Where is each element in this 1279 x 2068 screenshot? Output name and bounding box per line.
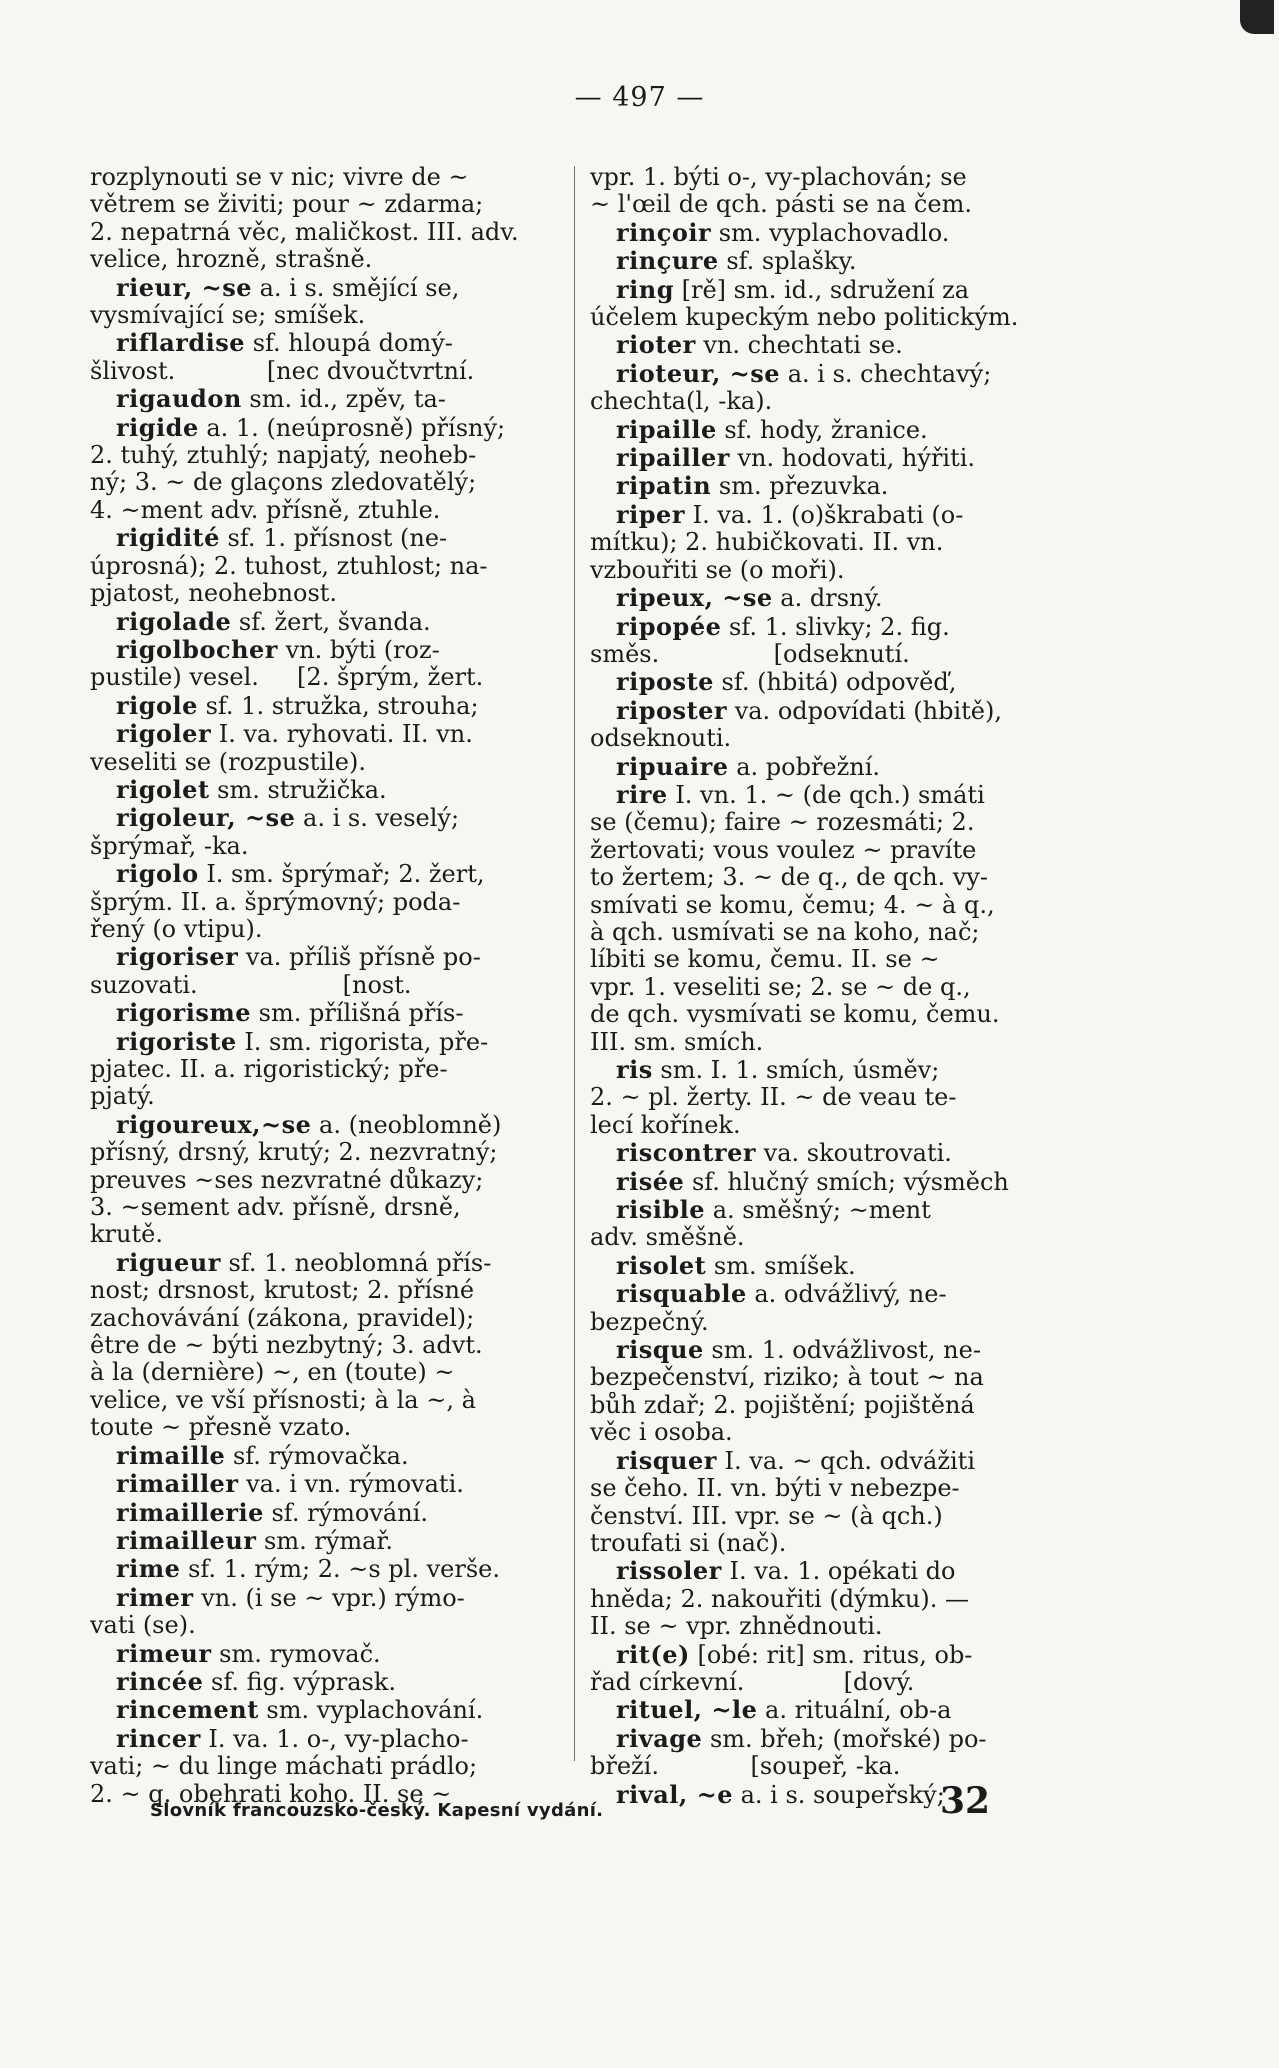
- entry-text: 2. ~ pl. žerty. II. ~ de veau te-: [590, 1084, 957, 1112]
- entry-text: žertovati; vous voulez ~ pravíte: [590, 836, 977, 864]
- entry-headword: rit(e): [616, 1640, 690, 1669]
- dictionary-line: [590, 1168, 1045, 1196]
- dictionary-line: [590, 1029, 1045, 1056]
- entry-headword: rioter: [616, 331, 696, 360]
- entry-text: veseliti se (rozpustile).: [90, 748, 366, 776]
- entry-headword: rigoleur, ~se: [116, 804, 296, 833]
- dictionary-line: [90, 274, 545, 302]
- dictionary-line: [590, 1419, 1045, 1446]
- dictionary-line: [590, 1001, 1045, 1028]
- entry-text: sm. id., zpěv, ta-: [241, 385, 446, 414]
- entry-headword: rigueur: [116, 1248, 221, 1277]
- dictionary-line: [590, 1364, 1045, 1391]
- entry-text: účelem kupeckým nebo politickým.: [590, 304, 1019, 332]
- dictionary-line: [590, 725, 1045, 752]
- entry-text: a. i s. chechtavý;: [780, 359, 992, 388]
- entry-text: a. rituální, ob-a: [757, 1696, 952, 1725]
- entry-headword: rigaudon: [116, 385, 242, 414]
- entry-headword: rissoler: [616, 1557, 722, 1586]
- entry-text: sf. 1. rým; 2. ~s pl. verše.: [180, 1555, 500, 1584]
- entry-text: a. pobřežní.: [728, 752, 881, 781]
- entry-text: pjatý.: [90, 1083, 155, 1111]
- dictionary-line: [590, 1280, 1045, 1308]
- dictionary-line: [590, 584, 1045, 612]
- entry-text: sf. žert, švanda.: [231, 607, 431, 636]
- dictionary-line: [90, 414, 545, 442]
- dictionary-line: [590, 753, 1045, 781]
- dictionary-line: [90, 524, 545, 552]
- dictionary-line: [590, 304, 1045, 331]
- entry-headword: riposte: [616, 668, 714, 697]
- entry-headword: riposter: [616, 696, 728, 725]
- entry-text: sf. (hbitá) odpověď,: [713, 668, 957, 697]
- entry-headword: risible: [616, 1196, 706, 1225]
- dictionary-line: [90, 1584, 545, 1612]
- entry-text: pjatec. II. a. rigoristický; pře-: [90, 1056, 448, 1083]
- entry-text: sm. přílišná přís-: [251, 999, 464, 1028]
- entry-headword: rigoureux,~se: [116, 1110, 312, 1139]
- entry-text: I. va. 1. opékati do: [721, 1557, 956, 1586]
- entry-text: sf. hloupá domý-: [245, 329, 453, 358]
- dictionary-line: [590, 946, 1045, 973]
- dictionary-line: [590, 529, 1045, 556]
- dictionary-line: [90, 608, 545, 636]
- entry-text: 2. nepatrná věc, maličkost. III. adv.: [90, 218, 519, 246]
- entry-text: I. va. 1. (o)škrabati (o-: [684, 500, 964, 529]
- entry-text: a. 1. (neúprosně) přísný;: [198, 413, 506, 442]
- dictionary-line: [90, 385, 545, 413]
- entry-text: vn. býti (roz-: [277, 635, 440, 664]
- entry-headword: risque: [616, 1336, 704, 1365]
- entry-text: ný; 3. ~ de glaçons zledovatělý;: [90, 469, 477, 497]
- entry-text: vzbouřiti se (o moři).: [590, 556, 845, 584]
- entry-headword: rigoler: [116, 720, 212, 749]
- entry-text: úprosná); 2. tuhost, ztuhlost; na-: [90, 552, 488, 580]
- dictionary-line: [90, 1359, 545, 1386]
- entry-headword: ripopée: [616, 612, 722, 641]
- entry-text: 2. ~ q. obehrati koho. II. se ~: [90, 1780, 452, 1808]
- entry-text: sm. rýmař.: [256, 1526, 393, 1555]
- dictionary-line: [590, 1669, 1045, 1696]
- entry-headword: ris: [616, 1056, 653, 1084]
- page-corner-mark: [1240, 0, 1274, 34]
- entry-text: vn. hodovati, hýřiti.: [729, 444, 976, 473]
- entry-text: a. směšný; ~ment: [705, 1196, 931, 1225]
- dictionary-line: [590, 472, 1045, 500]
- dictionary-line: [90, 1139, 545, 1166]
- entry-text: sf. 1. neoblomná přís-: [220, 1248, 492, 1277]
- entry-headword: ring: [616, 275, 674, 304]
- dictionary-line: [90, 1332, 545, 1359]
- dictionary-line: [90, 1277, 545, 1304]
- dictionary-line: [590, 697, 1045, 725]
- entry-headword: rigide: [116, 413, 199, 442]
- entry-text: sf. splašky.: [718, 247, 857, 276]
- dictionary-line: [590, 1084, 1045, 1111]
- entry-headword: ripatin: [616, 472, 712, 501]
- dictionary-line: [90, 469, 545, 496]
- dictionary-line: [90, 943, 545, 971]
- entry-headword: rigolbocher: [116, 635, 278, 664]
- entry-text: a. i s. veselý;: [295, 804, 460, 833]
- entry-text: sf. hody, žranice.: [716, 415, 928, 444]
- entry-text: à qch. usmívati se na koho, nač;: [590, 918, 980, 946]
- entry-text: va. skoutrovati.: [756, 1139, 952, 1168]
- entry-headword: risquer: [616, 1446, 717, 1475]
- entry-text: čenství. III. vpr. se ~ (à qch.): [590, 1502, 943, 1530]
- entry-headword: ripuaire: [616, 752, 729, 781]
- dictionary-line: [90, 1028, 545, 1056]
- dictionary-line: [90, 1111, 545, 1139]
- entry-text: mítku); 2. hubičkovati. II. vn.: [590, 529, 944, 557]
- entry-text: šprým. II. a. šprýmovný; poda-: [90, 888, 461, 916]
- dictionary-line: [590, 1503, 1045, 1530]
- entry-text: vpr. 1. veseliti se; 2. se ~ de q.,: [590, 973, 971, 1001]
- entry-headword: rimaillerie: [116, 1498, 264, 1527]
- entry-headword: rincée: [116, 1667, 204, 1696]
- entry-text: směs. [odseknutí.: [590, 640, 910, 668]
- dictionary-line: [590, 416, 1045, 444]
- entry-text: sm. vyplachování.: [258, 1696, 484, 1725]
- entry-headword: rioteur, ~se: [616, 359, 781, 388]
- dictionary-line: [590, 1139, 1045, 1167]
- dictionary-line: [90, 1387, 545, 1414]
- entry-text: ~ l'œil de qch. pásti se na čem.: [590, 191, 972, 219]
- dictionary-line: [590, 1336, 1045, 1364]
- entry-text: sm. břeh; (mořské) po-: [702, 1724, 987, 1753]
- entry-text: řený (o vtipu).: [90, 915, 263, 943]
- entry-text: se čeho. II. vn. býti v nebezpe-: [590, 1475, 960, 1503]
- entry-text: 3. ~sement adv. přísně, drsně,: [90, 1194, 461, 1222]
- dictionary-line: [90, 664, 545, 691]
- entry-headword: rincer: [116, 1724, 201, 1753]
- dictionary-line: [90, 749, 545, 776]
- entry-text: de qch. vysmívati se komu, čemu.: [590, 1001, 1000, 1029]
- dictionary-line: [590, 1252, 1045, 1280]
- entry-text: sm. stružička.: [209, 775, 387, 804]
- entry-headword: ripailler: [616, 444, 730, 473]
- dictionary-line: [590, 837, 1045, 864]
- entry-text: 4. ~ment adv. přísně, ztuhle.: [90, 496, 441, 524]
- right-column: [590, 164, 1045, 1809]
- page-number: — 497 —: [574, 82, 705, 113]
- entry-headword: risolet: [616, 1251, 707, 1280]
- dictionary-line: [90, 1696, 545, 1724]
- dictionary-line: [90, 833, 545, 860]
- entry-text: vati (se).: [90, 1612, 196, 1640]
- entry-text: sf. 1. stružka, strouha;: [197, 691, 479, 720]
- dictionary-line: [90, 692, 545, 720]
- dictionary-line: [590, 809, 1045, 836]
- entry-text: vysmívající se; smíšek.: [90, 302, 366, 330]
- dictionary-line: [90, 916, 545, 943]
- entry-text: velice, ve vší přísnosti; à la ~, à: [90, 1386, 476, 1414]
- entry-headword: rinçoir: [616, 218, 712, 247]
- entry-headword: rituel, ~le: [616, 1696, 758, 1725]
- entry-text: pjatost, neohebnost.: [90, 580, 338, 608]
- dictionary-line: [90, 860, 545, 888]
- entry-text: vpr. 1. býti o-, vy-plachován; se: [590, 164, 967, 191]
- dictionary-line: [90, 636, 545, 664]
- dictionary-line: [90, 358, 545, 385]
- dictionary-line: [590, 1475, 1045, 1502]
- dictionary-line: [90, 1527, 545, 1555]
- entry-text: věc i osoba.: [590, 1419, 733, 1447]
- dictionary-line: [90, 1668, 545, 1696]
- dictionary-line: [90, 1221, 545, 1248]
- entry-text: [obé: rit] sm. ritus, ob-: [689, 1640, 973, 1669]
- entry-text: břeží. [soupeř, -ka.: [590, 1753, 901, 1781]
- dictionary-line: [590, 1753, 1045, 1780]
- entry-text: pustile) vesel. [2. šprým, žert.: [90, 664, 484, 692]
- entry-text: sm. přezuvka.: [711, 472, 889, 501]
- dictionary-line: [90, 1249, 545, 1277]
- dictionary-line: [90, 497, 545, 524]
- entry-text: a. drsný.: [772, 584, 883, 613]
- dictionary-line: [90, 1640, 545, 1668]
- dictionary-line: [90, 889, 545, 916]
- entry-headword: rigoriser: [116, 943, 239, 972]
- entry-text: lecí kořínek.: [590, 1111, 741, 1139]
- entry-headword: rimaille: [116, 1441, 226, 1470]
- entry-headword: rimailler: [116, 1470, 239, 1499]
- entry-headword: rigidité: [116, 524, 220, 553]
- entry-text: sf. 1. slivky; 2. fig.: [721, 612, 950, 641]
- entry-text: a. (neoblomně): [311, 1110, 502, 1139]
- entry-headword: rire: [616, 780, 668, 809]
- entry-text: rozplynouti se v nic; vivre de ~: [90, 164, 469, 191]
- entry-text: sm. 1. odvážlivost, ne-: [703, 1336, 981, 1365]
- dictionary-line: [90, 1442, 545, 1470]
- entry-text: velice, hrozně, strašně.: [90, 246, 373, 274]
- dictionary-line: [590, 1196, 1045, 1224]
- dictionary-line: [90, 1083, 545, 1110]
- entry-text: toute ~ přesně vzato.: [90, 1414, 352, 1442]
- dictionary-line: [90, 219, 545, 246]
- entry-text: nost; drsnost, krutost; 2. přísné: [90, 1277, 475, 1305]
- entry-text: smívati se komu, čemu; 4. ~ à q.,: [590, 891, 995, 919]
- entry-text: vati; ~ du linge máchati prádlo;: [90, 1753, 478, 1781]
- dictionary-line: [590, 1586, 1045, 1613]
- entry-text: vn. (i se ~ vpr.) rýmo-: [193, 1583, 465, 1612]
- dictionary-line: [90, 1194, 545, 1221]
- entry-text: I. vn. 1. ~ (de qch.) smáti: [667, 780, 985, 809]
- dictionary-line: [90, 1305, 545, 1332]
- dictionary-line: [590, 219, 1045, 247]
- entry-text: zachovávání (zákona, pravidel);: [90, 1304, 475, 1332]
- entry-headword: risée: [616, 1167, 685, 1196]
- left-column: [90, 164, 545, 1808]
- signature-number: 32: [940, 1780, 991, 1822]
- dictionary-line: [590, 1613, 1045, 1640]
- entry-text: sm. I. 1. smích, úsměv;: [652, 1056, 940, 1084]
- dictionary-line: [90, 972, 545, 999]
- entry-headword: rivage: [616, 1724, 703, 1753]
- entry-text: větrem se živiti; pour ~ zdarma;: [90, 191, 484, 219]
- dictionary-line: [590, 444, 1045, 472]
- dictionary-line: [90, 1167, 545, 1194]
- dictionary-line: [590, 892, 1045, 919]
- entry-text: 2. tuhý, ztuhlý; napjatý, neoheb-: [90, 442, 477, 470]
- footer-title: Slovník francouzsko-český. Kapesní vydání.: [150, 1800, 604, 1821]
- column-divider: [574, 166, 575, 1761]
- dictionary-line: [90, 720, 545, 748]
- entry-text: šprýmař, -ka.: [90, 832, 249, 860]
- entry-headword: risquable: [616, 1280, 747, 1309]
- entry-headword: rigoriste: [116, 1027, 237, 1056]
- dictionary-line: [90, 302, 545, 329]
- dictionary-line: [590, 360, 1045, 388]
- entry-text: sm. smíšek.: [706, 1251, 856, 1280]
- dictionary-line: [590, 974, 1045, 1001]
- entry-headword: rival, ~e: [616, 1780, 733, 1809]
- dictionary-line: [590, 388, 1045, 415]
- entry-text: I. va. ryhovati. II. vn.: [211, 720, 473, 749]
- dictionary-line: [90, 246, 545, 273]
- entry-headword: rinçure: [616, 247, 719, 276]
- dictionary-line: [90, 1612, 545, 1639]
- entry-headword: rimeur: [116, 1639, 212, 1668]
- entry-text: I. va. 1. o-, vy-placho-: [200, 1724, 469, 1753]
- entry-text: sf. hlučný smích; výsměch: [684, 1167, 1009, 1196]
- entry-text: chechta(l, -ka).: [590, 388, 773, 416]
- dictionary-line: [90, 191, 545, 218]
- entry-headword: rigorisme: [116, 999, 251, 1028]
- dictionary-line: [590, 1309, 1045, 1336]
- entry-headword: rigolo: [116, 860, 199, 889]
- dictionary-line: [590, 1112, 1045, 1139]
- entry-text: va. odpovídati (hbitě),: [727, 696, 1002, 725]
- dictionary-line: [90, 442, 545, 469]
- entry-text: I. va. ~ qch. odvážiti: [716, 1446, 975, 1475]
- dictionary-line: [590, 781, 1045, 809]
- dictionary-line: [590, 641, 1045, 668]
- entry-headword: rigolade: [116, 607, 232, 636]
- entry-headword: riper: [616, 500, 685, 529]
- dictionary-line: [590, 1641, 1045, 1669]
- dictionary-line: [90, 804, 545, 832]
- entry-text: III. sm. smích.: [590, 1028, 764, 1056]
- entry-text: bůh zdař; 2. pojištění; pojištěná: [590, 1391, 975, 1419]
- entry-text: sf. rýmovačka.: [225, 1441, 409, 1470]
- dictionary-line: [90, 1753, 545, 1780]
- entry-text: to žertem; 3. ~ de q., de qch. vy-: [590, 864, 989, 892]
- entry-text: a. odvážlivý, ne-: [746, 1280, 947, 1309]
- entry-text: troufati si (nač).: [590, 1529, 787, 1557]
- entry-text: être de ~ býti nezbytný; 3. advt.: [90, 1332, 483, 1360]
- dictionary-line: [590, 276, 1045, 304]
- dictionary-line: [590, 557, 1045, 584]
- dictionary-line: [590, 864, 1045, 891]
- entry-text: sf. rýmování.: [263, 1498, 428, 1527]
- entry-text: řad církevní. [dový.: [590, 1668, 915, 1696]
- entry-text: odseknouti.: [590, 725, 732, 753]
- entry-text: bezpečenství, riziko; à tout ~ na: [590, 1364, 984, 1392]
- dictionary-line: [590, 1530, 1045, 1557]
- dictionary-line: [590, 668, 1045, 696]
- dictionary-line: [90, 553, 545, 580]
- entry-text: bezpečný.: [590, 1308, 709, 1336]
- entry-text: a. i s. soupeřský;: [732, 1780, 945, 1809]
- entry-text: I. sm. šprýmař; 2. žert,: [198, 860, 485, 889]
- entry-text: líbiti se komu, čemu. II. se ~: [590, 946, 940, 974]
- dictionary-line: [90, 1725, 545, 1753]
- dictionary-line: [590, 1557, 1045, 1585]
- entry-text: přísný, drsný, krutý; 2. nezvratný;: [90, 1139, 498, 1167]
- entry-text: a. i s. smějící se,: [251, 273, 460, 302]
- dictionary-line: [590, 1447, 1045, 1475]
- dictionary-line: [590, 1696, 1045, 1724]
- entry-text: sm. rymovač.: [211, 1639, 381, 1668]
- entry-text: II. se ~ vpr. zhnědnouti.: [590, 1613, 883, 1641]
- entry-headword: rime: [116, 1555, 181, 1584]
- entry-headword: rincement: [116, 1696, 259, 1725]
- dictionary-line: [90, 1470, 545, 1498]
- dictionary-line: [590, 191, 1045, 218]
- entry-text: se (čemu); faire ~ rozesmáti; 2.: [590, 809, 975, 837]
- dictionary-line: [90, 1414, 545, 1441]
- entry-headword: ripeux, ~se: [616, 584, 773, 613]
- entry-text: preuves ~ses nezvratné důkazy;: [90, 1166, 484, 1194]
- entry-headword: ripaille: [616, 415, 717, 444]
- entry-text: vn. chechtati se.: [695, 331, 903, 360]
- entry-headword: riscontrer: [616, 1139, 756, 1168]
- entry-headword: riflardise: [116, 329, 246, 358]
- entry-text: sm. vyplachovadlo.: [711, 218, 950, 247]
- dictionary-line: [90, 999, 545, 1027]
- entry-text: sf. fig. výprask.: [203, 1667, 396, 1696]
- dictionary-line: [590, 164, 1045, 191]
- entry-text: [rě] sm. id., sdružení za: [674, 275, 970, 304]
- entry-text: adv. směšně.: [590, 1224, 745, 1252]
- dictionary-line: [590, 613, 1045, 641]
- dictionary-line: [590, 1056, 1045, 1084]
- entry-text: à la (dernière) ~, en (toute) ~: [90, 1359, 455, 1387]
- entry-headword: rimailleur: [116, 1526, 257, 1555]
- dictionary-line: [590, 331, 1045, 359]
- dictionary-line: [590, 919, 1045, 946]
- entry-text: hněda; 2. nakouřiti (dýmku). —: [590, 1585, 970, 1613]
- dictionary-line: [590, 247, 1045, 275]
- entry-text: sf. 1. přísnost (ne-: [219, 524, 448, 553]
- entry-headword: rigolet: [116, 775, 210, 804]
- dictionary-line: [590, 501, 1045, 529]
- dictionary-line: [90, 1555, 545, 1583]
- entry-headword: rieur, ~se: [116, 273, 252, 302]
- dictionary-line: [90, 776, 545, 804]
- entry-text: I. sm. rigorista, pře-: [236, 1027, 489, 1056]
- dictionary-line: [90, 329, 545, 357]
- dictionary-line: [590, 1725, 1045, 1753]
- entry-text: va. příliš přísně po-: [238, 943, 481, 972]
- entry-headword: rimer: [116, 1583, 194, 1612]
- entry-text: šlivost. [nec dvoučtvrtní.: [90, 357, 475, 385]
- entry-text: va. i vn. rýmovati.: [238, 1470, 464, 1499]
- dictionary-line: [590, 1224, 1045, 1251]
- dictionary-line: [590, 1392, 1045, 1419]
- entry-text: krutě.: [90, 1221, 163, 1249]
- dictionary-line: [90, 1056, 545, 1083]
- dictionary-line: [90, 164, 545, 191]
- dictionary-line: [90, 1499, 545, 1527]
- entry-headword: rigole: [116, 691, 198, 720]
- dictionary-line: [90, 580, 545, 607]
- entry-text: suzovati. [nost.: [90, 971, 412, 999]
